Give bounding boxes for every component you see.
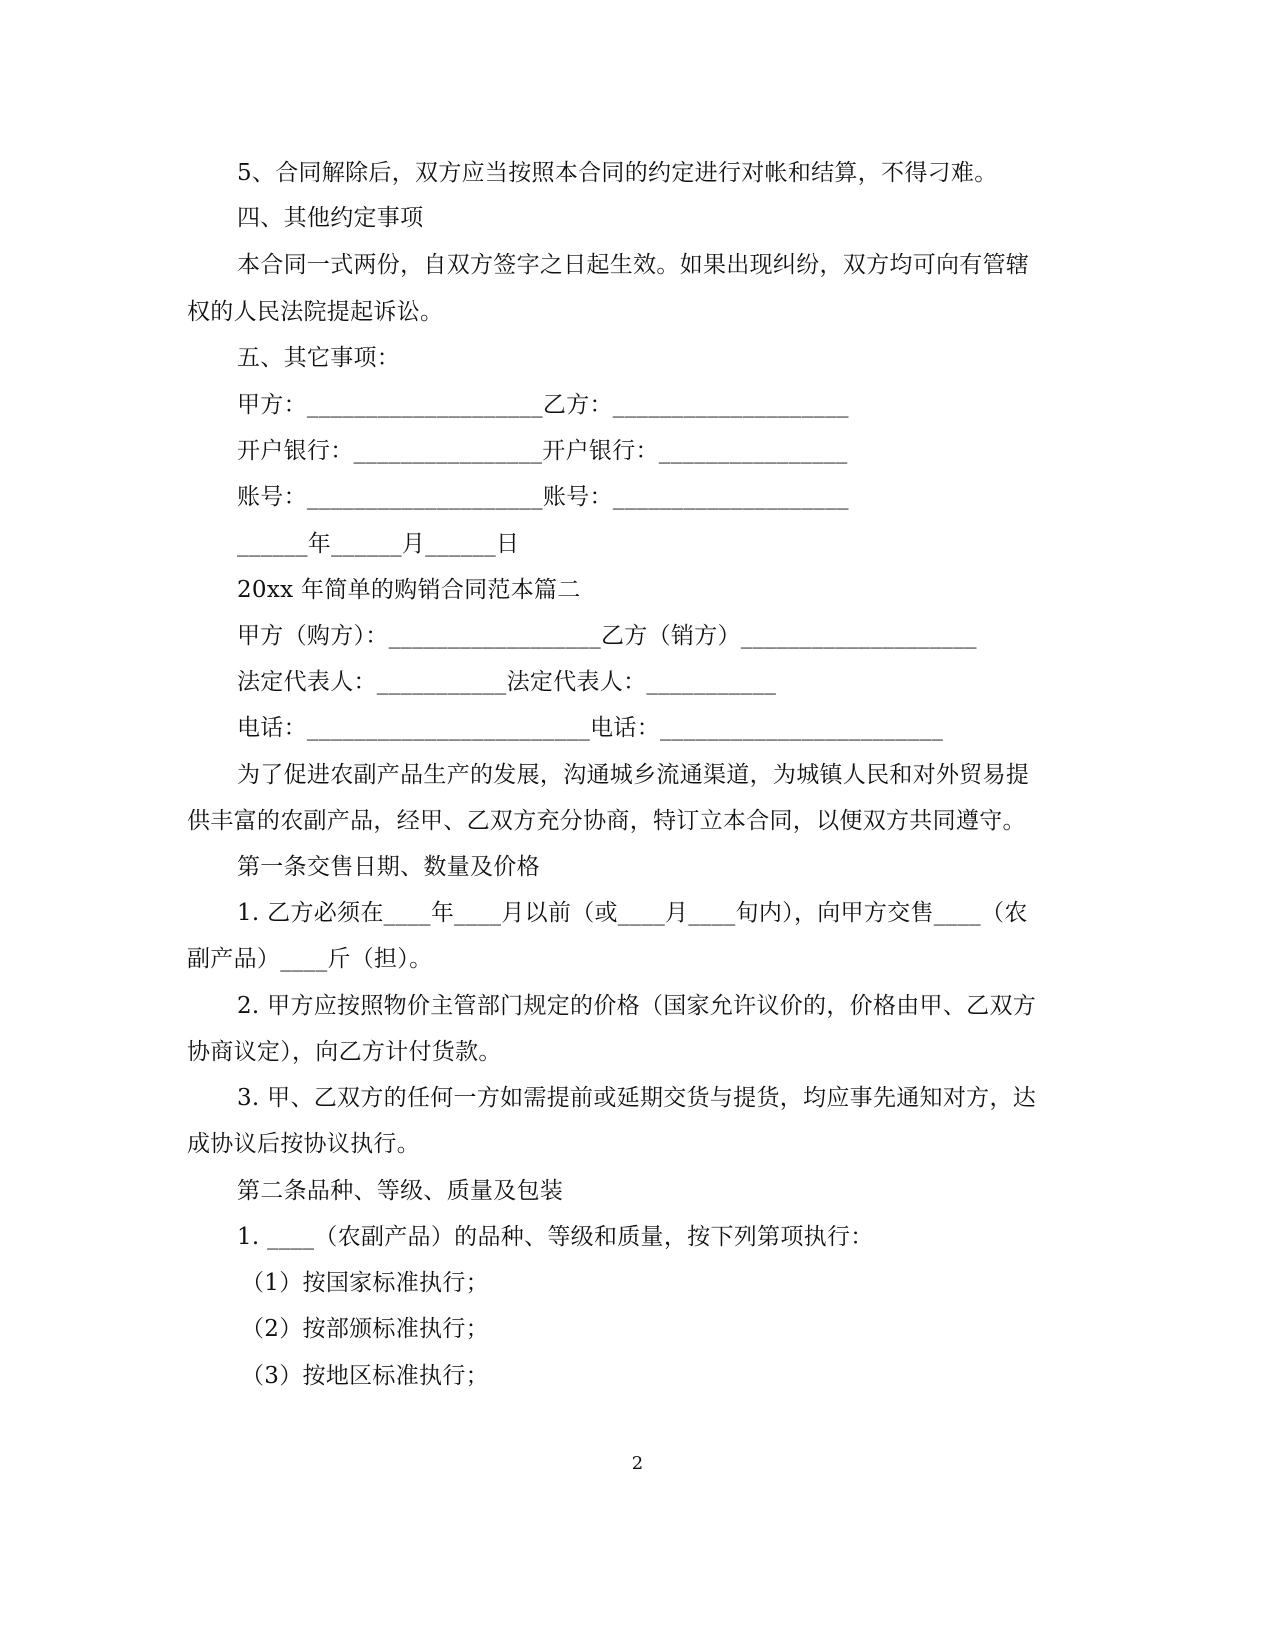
article-1-item-2-line-1: 2. 甲方应按照物价主管部门规定的价格（国家允许议价的，价格由甲、乙双方 (237, 993, 1037, 1019)
article-1-item-1-line-1: 1. 乙方必须在____年____月以前（或____月____旬内），向甲方交售____（农 (237, 900, 1028, 926)
purpose-line-2: 供丰富的农副产品，经甲、乙双方充分协商，特订立本合同，以便双方共同遵守。 (187, 808, 1026, 834)
article-1-item-2-line-2: 协商议定），向乙方计付货款。 (187, 1039, 502, 1065)
standard-option-1: （1）按国家标准执行； (241, 1270, 489, 1296)
paragraph-effect-line-1: 本合同一式两份，自双方签字之日起生效。如果出现纠纷，双方均可向有管辖 (237, 252, 1030, 278)
paragraph-effect-line-2: 权的人民法院提起诉讼。 (187, 299, 444, 325)
party-signature-line: 甲方：____________________乙方：____________________ (237, 392, 849, 418)
heading-other-matters: 五、其它事项： (237, 345, 401, 371)
account-line: 账号：____________________账号：____________________ (237, 484, 849, 510)
standard-option-2: （2）按部颁标准执行； (241, 1316, 489, 1342)
article-1-item-3-line-2: 成协议后按协议执行。 (187, 1131, 420, 1157)
buyer-seller-line: 甲方（购方）：__________________乙方（销方）____________________ (237, 623, 977, 649)
purpose-line-1: 为了促进农副产品生产的发展，沟通城乡流通渠道，为城镇人民和对外贸易提 (237, 762, 1030, 788)
standard-option-3: （3）按地区标准执行； (241, 1363, 489, 1389)
legal-representative-line: 法定代表人：___________法定代表人：___________ (237, 669, 777, 695)
heading-other-agreements: 四、其他约定事项 (237, 205, 424, 231)
page-number: 2 (631, 1453, 644, 1474)
section-title: 20xx 年简单的购销合同范本篇二 (237, 577, 581, 603)
article-2-heading: 第二条品种、等级、质量及包装 (237, 1178, 564, 1204)
date-line: ______年______月______日 (237, 531, 520, 557)
article-1-item-3-line-1: 3. 甲、乙双方的任何一方如需提前或延期交货与提货，均应事先通知对方，达 (237, 1085, 1037, 1111)
phone-line: 电话：________________________电话：________________________ (237, 715, 944, 741)
article-1-heading: 第一条交售日期、数量及价格 (237, 854, 540, 880)
article-2-item-1: 1. ____（农副产品）的品种、等级和质量，按下列第项执行： (237, 1224, 874, 1250)
article-1-item-1-line-2: 副产品）____斤（担）。 (187, 946, 433, 972)
clause-5-termination: 5、合同解除后，双方应当按照本合同的约定进行对帐和结算，不得刁难。 (237, 160, 998, 186)
bank-line: 开户银行：________________开户银行：________________ (237, 438, 848, 464)
